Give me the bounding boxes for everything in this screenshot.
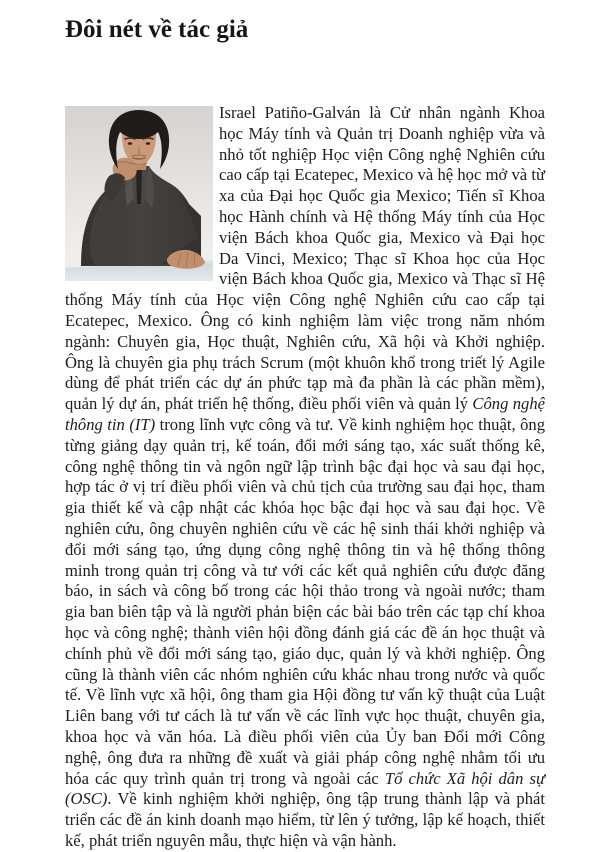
tie xyxy=(136,169,142,204)
bio-text-segment: . Về kinh nghiệm khởi nghiệp, ông tập trung thành lập và phát triển các đề án kinh doanh mạo hiểm, từ lên ý tưởng, lập kế hoạch, thiết kế, phát triển nguyên mẫu, thực hiện và vận hành. xyxy=(65,789,545,850)
author-bio-paragraph xyxy=(65,103,545,852)
italic-term-it: Công nghệ thông tin (IT) xyxy=(65,394,545,434)
author-photo xyxy=(65,106,213,281)
bio-text-segment: trong lĩnh vực công và tư. Về kinh nghiệm học thuật, ông từng giảng dạy quản trị, kế toán, đổi mới sáng tạo, xác suất thống kê, công nghệ thông tin và ngôn ngữ lập trình bậc đại học và sau đại học, hợp tác ở vị trí điều phối viên và chủ tịch của trường sau đại học, tham gia thiết kế và cập nhật các khóa học bậc đại học và sau đại học. Về nghiên cứu, ông chuyên nghiên cứu về các hệ sinh thái khởi nghiệp và đổi mới sáng tạo, ứng dụng công nghệ thông tin và hệ thống thông minh trong quản trị công và tư với các kết quả nghiên cứu được đăng báo, in sách và công bố trong các hội thảo trong và ngoài nước; tham gia ban biên tập và là người phản biện các bài báo trên các tạp chí khoa học và công nghệ; thành viên hội đồng đánh giá các đề án học thuật và chính phủ về đổi mới sáng tạo, giáo dục, quản lý và khởi nghiệp. Ông cũng là thành viên các nhóm nghiên cứu khác nhau trong nước và quốc tế. Về lĩnh vực xã hội, ông tham gia Hội đồng tư vấn kỹ thuật của Luật Liên bang với tư cách là tư vấn về các lĩnh vực học thuật, chuyên gia, khoa học và văn hóa. Là điều phối viên của Ủy ban Đổi mới Công nghệ, ông đưa ra những đề xuất và giải pháp công nghệ nhằm tối ưu hóa các quy trình quản trị trong và ngoài các xyxy=(65,414,545,788)
page-title: Đôi nét về tác giả xyxy=(65,16,249,43)
italic-term-osc: Tổ chức Xã hội dân sự (OSC) xyxy=(65,768,546,809)
bio-text-segment: Israel Patiño-Galván là Cử nhân ngành Khoa học Máy tính và Quản trị Doanh nghiệp vừa và nhỏ tốt nghiệp Học viện Công nghệ Nghiên cứu cao cấp tại Ecatepec, Mexico và hệ học mở và từ xa của Đại học Quốc gia Mexico; Tiến sĩ Khoa học Hành chính và Hệ thống Máy tính của Học viện Bách khoa Quốc gia, Mexico và Đại học Da Vinci, Mexico; Thạc sĩ Khoa học của Học viện Bách khoa Quốc gia, Mexico và Thạc sĩ Hệ thống Máy tính của Học viện Công nghệ Nghiên cứu cao cấp tại Ecatepec, Mexico. Ông có kinh nghiệm làm việc trong năm nhóm ngành: Chuyên gia, Học thuật, Nghiên cứu, Xã hội và Khởi nghiệp. Ông là chuyên gia phụ trách Scrum (một khuôn khổ trong triết lý Agile dùng để phát triển các dự án phức tạp mà đa phần là các phần mềm), quản lý dự án, phát triển hệ thống, điều phối viên và quản lý xyxy=(65,103,545,414)
